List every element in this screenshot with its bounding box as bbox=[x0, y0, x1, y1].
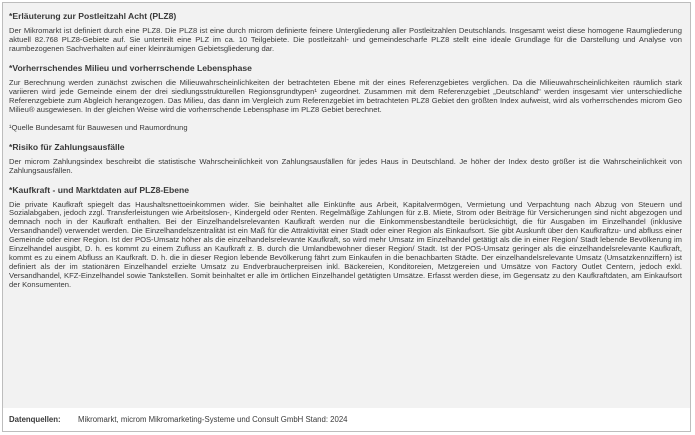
section-body: Zur Berechnung werden zunächst zwischen die Milieuwahrscheinlichkeiten der betrachteten Ebene mit der eines Referenzgebietes verglichen. Da die Milieuwahrscheinlichkeiten räumlich stark variieren wird jede Gemeinde einem der drei siedlungsstrukturellen Regionsgrundtypen¹ zugeordnet. Zusammen mit dem Referenzgebiet „Deutschland" werden insgesamt vier unterschiedliche Referenzgebiete zum Abgleich herangezogen. Das Milieu, das dann im Vergleich zum Referenzgebiet im betrachteten PLZ8 Gebiet den größten Index aufweist, wird als vorherrschendes microm Geo Milieu® ausgewiesen. In der gleichen Weise wird die vorherrschende Lebensphase im PLZ8 Gebiet berechnet. bbox=[9, 77, 682, 114]
section-heading: *Risiko für Zahlungsausfälle bbox=[9, 141, 125, 152]
section-body: Der microm Zahlungsindex beschreibt die statistische Wahrscheinlichkeit von Zahlungsausfällen für jedes Haus in Deutschland. Je höher der Index desto größer ist die Wahrscheinlichkeit von Zahlungsausfällen. bbox=[9, 156, 682, 175]
explanations-area bbox=[3, 3, 690, 409]
section-body: Die private Kaufkraft spiegelt das Haushaltsnettoeinkommen wider. Sie beinhaltet alle Einkünfte aus Arbeit, Kapitalvermögen, Vermietung und Verpachtung nach Abzug von Steuern und Sozialabgaben, jedoch zzgl. Transferleistungen wie Arbeitslosen-, Kindergeld oder Renten. Regelmäßige Zahlungen für z.B. Miete, Strom oder Beiträge für Versicherungen sind nicht abgezogen und demnach noch in der Kaufkraft enthalten. Bei der Einzelhandelsrelevanten Kaufkraft werden nur die Einkommensbestandteile berücksichtigt, die für Ausgaben im Einzelhandel (inklusive Versandhandel) verwendet werden. Die Einzelhandelszentralität ist ein Maß für die Attraktivität einer Stadt oder einer Region als Einkaufsort. Sie gibt Auskunft über den Kaufkraftzu- und abfluss einer Gemeinde oder einer Region. Ist der POS-Umsatz höher als die einzelhandelsrelevante Kaufkraft, so wird mehr Umsatz im Einzelhandel getätigt als die in einer Region/ Stadt lebende Bevölkerung im Einzelhandel ausgibt, D. h. es kommt zu einem Zufluss an Kaufkraft z. B. durch die Umlandbewohner dieser Region/ Stadt. Ist der POS-Umsatz geringer als die einzelhandelsrelevante Kaufkraft, kommt es zu einem Abfluss an Kaufkraft. D. h. die in dieser Region lebende Bevölkerung fährt zum Einkaufen in die benachbarten Städte. Der einzelhandelsrelevante Umsatz (Umsatzkennziffern) ist definiert als der im stationären Einzelhandel erzielte Umsatz zu Endverbraucherpreisen inkl. Bäckereien, Konditoreien, Metzgereien und Umsätze von Factory Outlet Centern, jedoch exkl. Versandhandel, KFZ-Einzelhandel sowie Tankstellen. Somit beinhaltet er alle im örtlichen Einzelhandel getätigten Umsätze. Erfasst werden diese, im Gegensatz zu den Kaufkraftdaten, am Einkaufsort der Konsumenten. bbox=[9, 199, 682, 290]
section-body: Der Mikromarkt ist definiert durch eine PLZ8. Die PLZ8 ist eine durch microm definierte feinere Untergliederung aller Postleitzahlen Deutschlands. Insgesamt weist diese homogene Raumgliederung aktuell 82.768 PLZ8-Gebiete auf. Sie unterteilt eine PLZ im ca. 10 Teilgebiete. Die postleitzahl- und gemeindescharfe PLZ8 stellt eine ideale Grundlage für die Darstellung und Analyse von raumbezogenen Sachverhalten auf einer kleinräumigen Gebietsgliederung dar. bbox=[9, 26, 682, 53]
data-source-value: Mikromarkt, microm Mikromarketing-Systeme und Consult GmbH Stand: 2024 bbox=[78, 415, 348, 424]
section-zahlungsausfall bbox=[9, 142, 682, 176]
section-plz8 bbox=[9, 11, 682, 54]
section-heading: *Vorherrschendes Milieu und vorherrschende Lebensphase bbox=[9, 62, 252, 73]
section-kaufkraft bbox=[9, 185, 682, 291]
data-source-label: Datenquellen: bbox=[9, 415, 61, 424]
section-heading: *Kaufkraft - und Marktdaten auf PLZ8-Ebene bbox=[9, 184, 190, 195]
data-source-row bbox=[3, 408, 690, 431]
footnote: ¹Quelle Bundesamt für Bauwesen und Raumordnung bbox=[9, 122, 188, 132]
info-panel bbox=[2, 2, 691, 432]
section-heading: *Erläuterung zur Postleitzahl Acht (PLZ8) bbox=[9, 11, 177, 21]
section-milieu bbox=[9, 63, 682, 133]
